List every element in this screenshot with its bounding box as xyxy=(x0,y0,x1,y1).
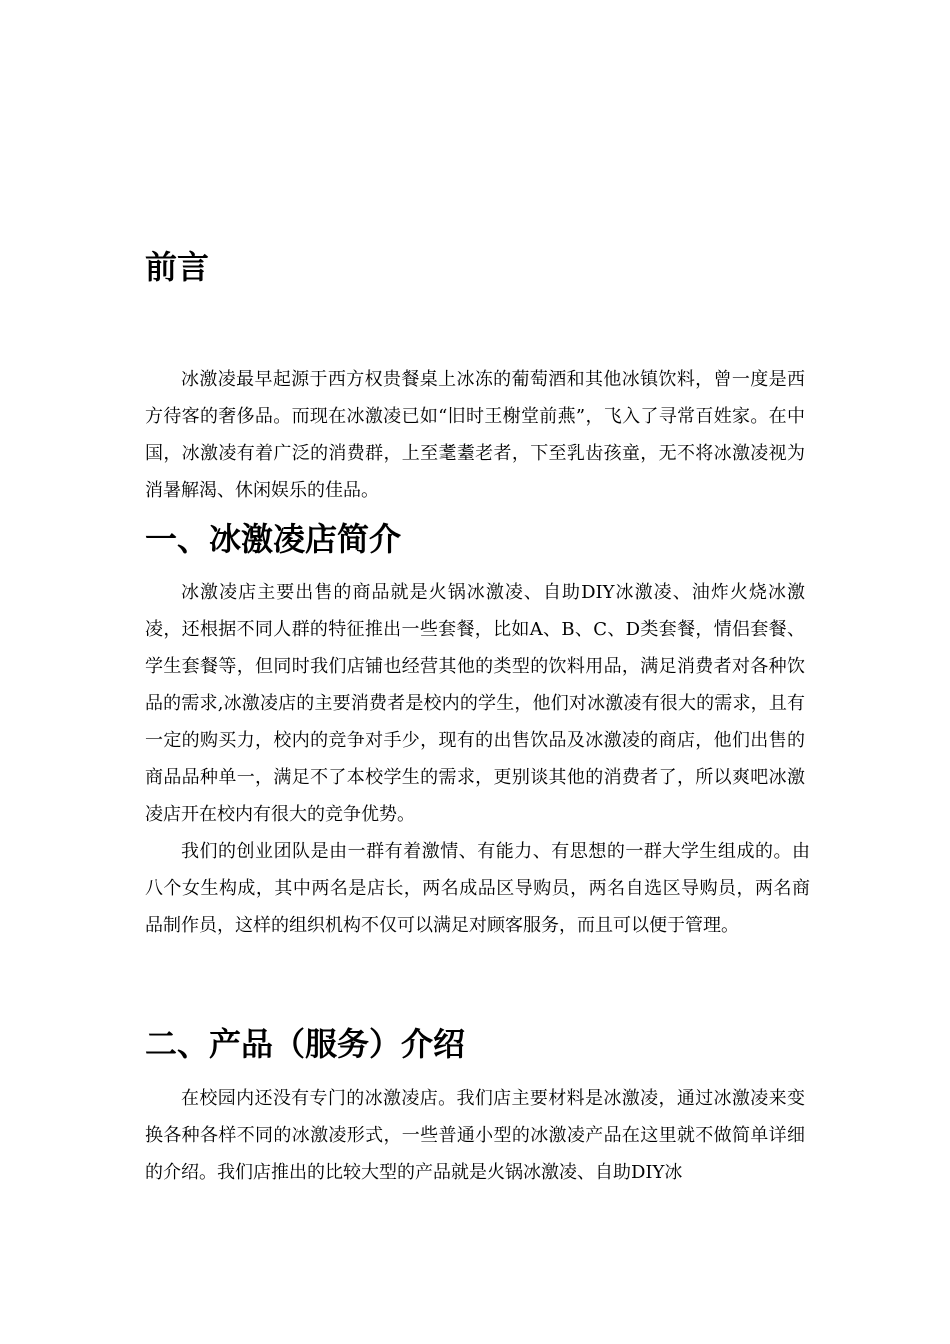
paragraph-team: 我们的创业团队是由一群有着激情、有能力、有思想的一群大学生组成的。由八个女生构成，其中两名是店长，两名成品区导购员，两名自选区导购员，两名商品制作员，这样的组织机构不仅可以满足对顾客服务，而且可以便于管理。 xyxy=(145,841,810,936)
paragraph-product: 在校园内还没有专门的冰激凌店。我们店主要材料是冰激凌，通过冰激凌来变换各种各样不同的冰激凌形式，一些普通小型的冰激凌产品在这里就不做简单详细的介绍。我们店推出的比较大型的产品就是火锅冰激凌、自助DIY冰 xyxy=(145,1088,805,1183)
heading-product-introduction: 二、产品（服务）介绍 xyxy=(145,1025,466,1063)
heading-preface: 前言 xyxy=(145,248,210,286)
paragraph-preface: 冰激凌最早起源于西方权贵餐桌上冰冻的葡萄酒和其他冰镇饮料，曾一度是西方待客的奢侈品。而现在冰激凌已如“旧时王榭堂前燕”，飞入了寻常百姓家。在中国，冰激凌有着广泛的消费群，上至耄耋老者，下至乳齿孩童，无不将冰激凌视为消暑解渴、休闲娱乐的佳品。 xyxy=(145,369,805,501)
heading-shop-introduction: 一、冰激凌店简介 xyxy=(145,520,402,558)
paragraph-shop-products: 冰激凌店主要出售的商品就是火锅冰激凌、自助DIY冰激凌、油炸火烧冰激凌，还根据不同人群的特征推出一些套餐，比如A、B、C、D类套餐，情侣套餐、学生套餐等，但同时我们店铺也经营其他的类型的饮料用品，满足消费者对各种饮品的需求,冰激凌店的主要消费者是校内的学生，他们对冰激凌有很大的需求，且有一定的购买力，校内的竞争对手少，现有的出售饮品及冰激凌的商店，他们出售的商品品种单一，满足不了本校学生的需求，更别谈其他的消费者了，所以爽吧冰激凌店开在校内有很大的竞争优势。 xyxy=(145,582,805,825)
